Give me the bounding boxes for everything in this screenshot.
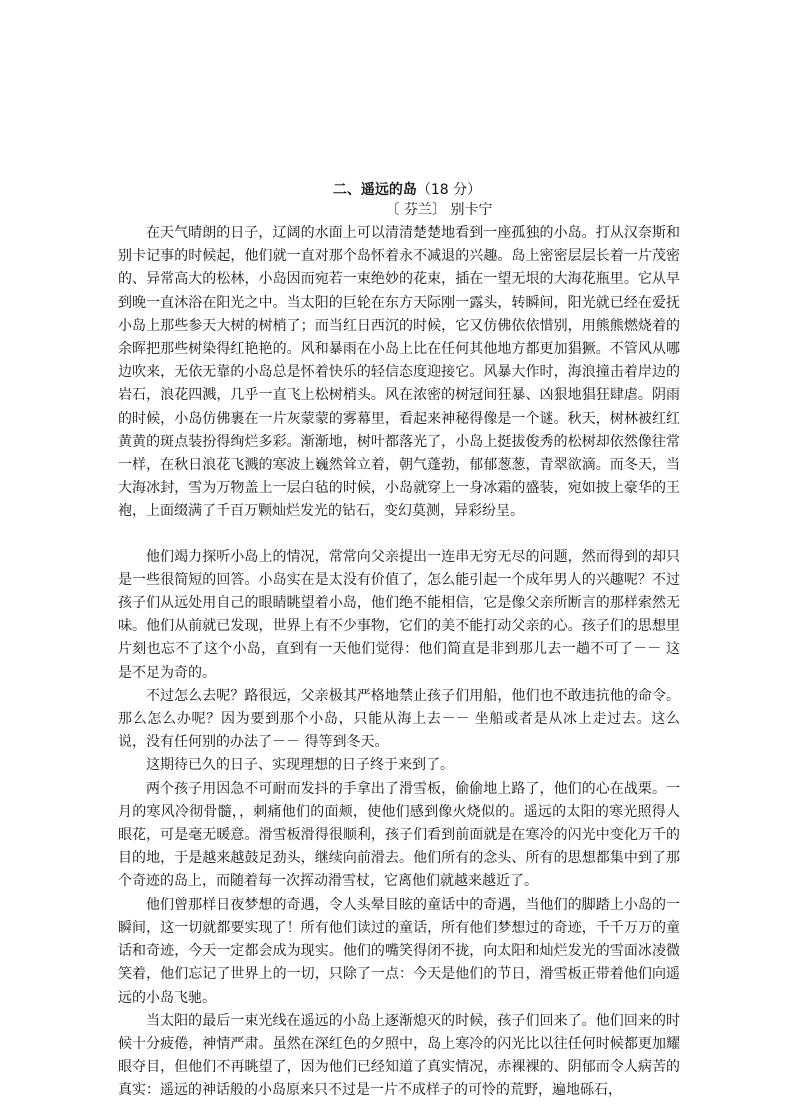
article-score: （18 分） xyxy=(416,182,482,198)
article-title-text: 二、遥远的岛 xyxy=(332,182,417,198)
paragraph: 不过怎么去呢？路很远，父亲极其严格地禁止孩子们用船，他们也不敢违抗他的命令。那么怎么办呢？因为要到那个小岛，只能从海上去－－ 坐船或者是从冰上走过去。这么说，没有任何别的办法了－－ 得等到冬天。 xyxy=(118,687,680,751)
paragraph: 这期待已久的日子、实现理想的日子终于来到了。 xyxy=(146,757,454,774)
paragraph: 他们曾那样日夜梦想的奇遇，令人头晕目眩的童话中的奇遇，当他们的脚踏上小岛的一瞬间，这一切就都要实现了！所有他们读过的童话，所有他们梦想过的奇迹，千千万万的童话和奇迹，今天一定都会成为现实。他们的嘴笑得闭不拢，向太阳和灿烂发光的雪面冰凌微笑着，他们忘记了世界上的一切，只除了一点：今天是他们的节日，滑雪板正带着他们向遥远的小岛飞驰。 xyxy=(118,896,680,1006)
paragraph: 当太阳的最后一束光线在遥远的小岛上逐渐熄灭的时候，孩子们回来了。他们回来的时候十分疲倦，神情严肃。虽然在深红色的夕照中，岛上寒冷的闪光比以往任何时候都更加耀眼夺目，但他们不再眺望了，因为他们已经知道了真实情况，赤裸裸的、阴郁而令人病苦的真实：遥远的神话般的小岛原来只不过是一片不成样子的可怜的荒野，遍地砾石， xyxy=(118,1012,680,1099)
article-author: 〔 芬兰〕 别卡宁 xyxy=(385,202,493,218)
article-body xyxy=(118,180,680,1103)
paragraph: 他们竭力探听小岛上的情况，常常向父亲提出一连串无穷无尽的问题，然而得到的却只是一些很简短的回答。小岛实在是太没有价值了，怎么能引起一个成年男人的兴趣呢？不过孩子们从远处用自己的眼睛眺望着小岛，他们绝不能相信，它是像父亲所断言的那样索然无味。他们从前就已发现，世界上有不少事物，它们的美不能打动父亲的心。孩子们的思想里片刻也忘不了这个小岛，直到有一天他们觉得：他们简直是非到那儿去一趟不可了－－ 这是不足为奇的。 xyxy=(118,548,680,681)
paragraph: 两个孩子用因急不可耐而发抖的手拿出了滑雪板，偷偷地上路了，他们的心在战栗。一月的寒风冷彻骨髓，，刺痛他们的面颊，使他们感到像火烧似的。遥远的太阳的寒光照得人眼花，可是毫无暖意。滑雪板滑得很顺利，孩子们看到前面就是在寒冷的闪光中变化万千的目的地，于是越来越鼓足劲头，继续向前滑去。他们所有的念头、所有的思想都集中到了那个奇迹的岛上，而随着每一次挥动滑雪杖，它离他们就越来越近了。 xyxy=(118,780,680,890)
article-title xyxy=(118,180,680,200)
paragraph-gap xyxy=(118,524,680,546)
paragraph: 在天气晴朗的日子，辽阔的水面上可以清清楚楚地看到一座孤独的小岛。打从汉奈斯和别卡记事的时候起，他们就一直对那个岛怀着永不减退的兴趣。岛上密密层层长着一片茂密的、异常高大的松林，小岛因而宛若一束绝妙的花束，插在一望无垠的大海花瓶里。它从早到晚一直沐浴在阳光之中。当太阳的巨轮在东方天际刚一露头，转瞬间，阳光就已经在爱抚小岛上那些参天大树的树梢了；而当红日西沉的时候，它又仿佛依依惜别，用熊熊燃烧着的余晖把那些树染得红艳艳的。风和暴雨在小岛上比在任何其他地方都更加猖獗。不管风从哪边吹来，无依无靠的小岛总是怀着快乐的轻信态度迎接它。风暴大作时，海浪撞击着岸边的岩石，浪花四溅，几乎一直飞上松树梢头。风在浓密的树冠间狂暴、凶狠地猖狂肆虐。阴雨的时候，小岛仿佛裹在一片灰蒙蒙的雾幕里，看起来神秘得像是一个谜。秋天，树林被红红黄黄的斑点装扮得绚烂多彩。渐渐地，树叶都落光了，小岛上挺拔俊秀的松树却依然像往常一样，在秋日浪花飞溅的寒波上巍然耸立着，朝气蓬勃，郁郁葱葱，青翠欲滴。而冬天，当大海冰封，雪为万物盖上一层白毡的时候，小岛就穿上一身冰霜的盛装，宛如披上豪华的王袍，上面缀满了千百万颗灿烂发光的钻石，变幻莫测，异彩纷呈。 xyxy=(118,225,680,520)
